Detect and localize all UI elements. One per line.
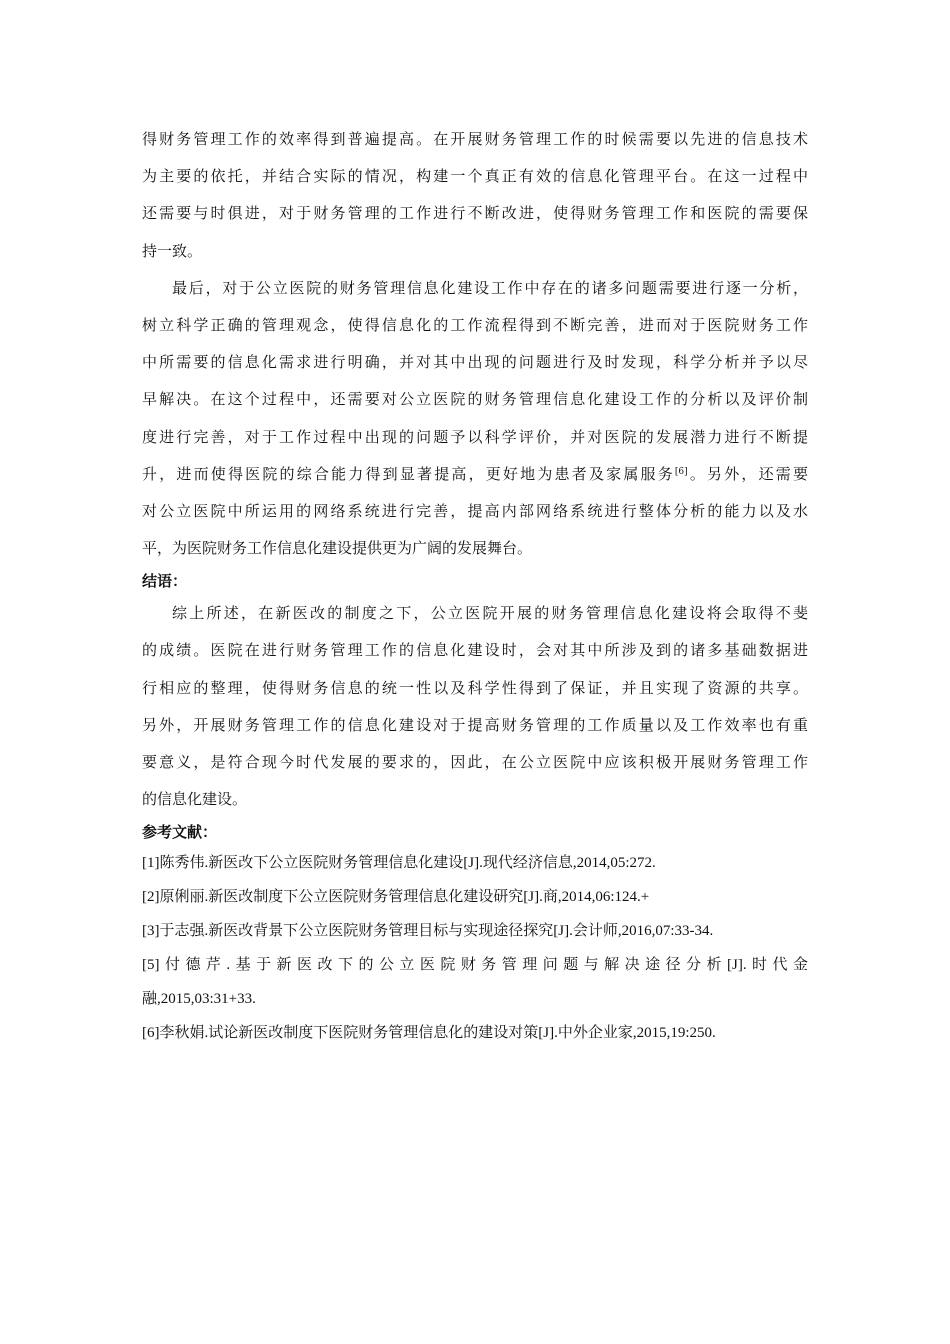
- references-heading: 参考文献：: [142, 823, 218, 842]
- reference-item-continued: 融,2015,03:31+33.: [142, 991, 256, 1008]
- citation-marker: [6]: [674, 466, 688, 477]
- text-line-with-citation: [142, 456, 808, 493]
- conclusion-heading: 结语：: [142, 572, 188, 591]
- text-line: 综上所述，在新医改的制度之下，公立医院开展的财务管理信息化建设将会取得不斐: [172, 604, 808, 623]
- paragraph-1: [142, 121, 808, 270]
- reference-item: [3]于志强.新医改背景下公立医院财务管理目标与实现途径探究[J].会计师,2016,07:33-34.: [142, 923, 714, 940]
- text-line: 还需要与时俱进，对于财务管理的工作进行不断改进，使得财务管理工作和医院的需要保: [142, 204, 808, 223]
- text-line: 持一致。: [142, 241, 203, 260]
- paragraph-2: [142, 270, 808, 568]
- text-line: 树立科学正确的管理观念，使得信息化的工作流程得到不断完善，进而对于医院财务工作: [142, 315, 808, 334]
- reference-item: [2]原俐丽.新医改制度下公立医院财务管理信息化建设研究[J].商,2014,06:124.+: [142, 889, 650, 906]
- text-line: 度进行完善，对于工作过程中出现的问题予以科学评价，并对医院的发展潜力进行不断提: [142, 427, 808, 446]
- paragraph-3: [142, 595, 808, 818]
- text-segment: 。另外，还需要: [687, 464, 808, 483]
- text-line: 平，为医院财务工作信息化建设提供更为广阔的发展舞台。: [142, 539, 533, 558]
- document-page: [142, 121, 808, 1050]
- text-line: 行相应的整理，使得财务信息的统一性以及科学性得到了保证，并且实现了资源的共享。: [142, 678, 808, 697]
- reference-list: [142, 846, 808, 1050]
- text-line: 另外，开展财务管理工作的信息化建设对于提高财务管理的工作质量以及工作效率也有重: [142, 715, 808, 734]
- reference-item: [5]付德芹.基于新医改下的公立医院财务管理问题与解决途径分析[J].时代金: [142, 957, 808, 974]
- text-line: 中所需要的信息化需求进行明确，并对其中出现的问题进行及时发现，科学分析并予以尽: [142, 353, 808, 372]
- text-line: 得财务管理工作的效率得到普遍提高。在开展财务管理工作的时候需要以先进的信息技术: [142, 130, 808, 148]
- text-segment: 升，进而使得医院的综合能力得到显著提高，更好地为患者及家属服务: [142, 464, 675, 483]
- reference-item: [6]李秋娟.试论新医改制度下医院财务管理信息化的建设对策[J].中外企业家,2015,19:250.: [142, 1025, 716, 1042]
- text-line: 为主要的依托，并结合实际的情况，构建一个真正有效的信息化管理平台。在这一过程中: [142, 167, 808, 186]
- text-line: 对公立医院中所运用的网络系统进行完善，提高内部网络系统进行整体分析的能力以及水: [142, 501, 808, 520]
- text-line: 最后，对于公立医院的财务管理信息化建设工作中存在的诸多问题需要进行逐一分析，: [172, 278, 808, 297]
- text-line: 早解决。在这个过程中，还需要对公立医院的财务管理信息化建设工作的分析以及评价制: [142, 390, 808, 409]
- text-line: 的信息化建设。: [142, 790, 248, 809]
- text-line: 要意义，是符合现今时代发展的要求的，因此，在公立医院中应该积极开展财务管理工作: [142, 753, 808, 771]
- text-line: 的成绩。医院在进行财务管理工作的信息化建设时，会对其中所涉及到的诸多基础数据进: [142, 641, 808, 660]
- reference-item: [1]陈秀伟.新医改下公立医院财务管理信息化建设[J].现代经济信息,2014,05:272.: [142, 855, 656, 872]
